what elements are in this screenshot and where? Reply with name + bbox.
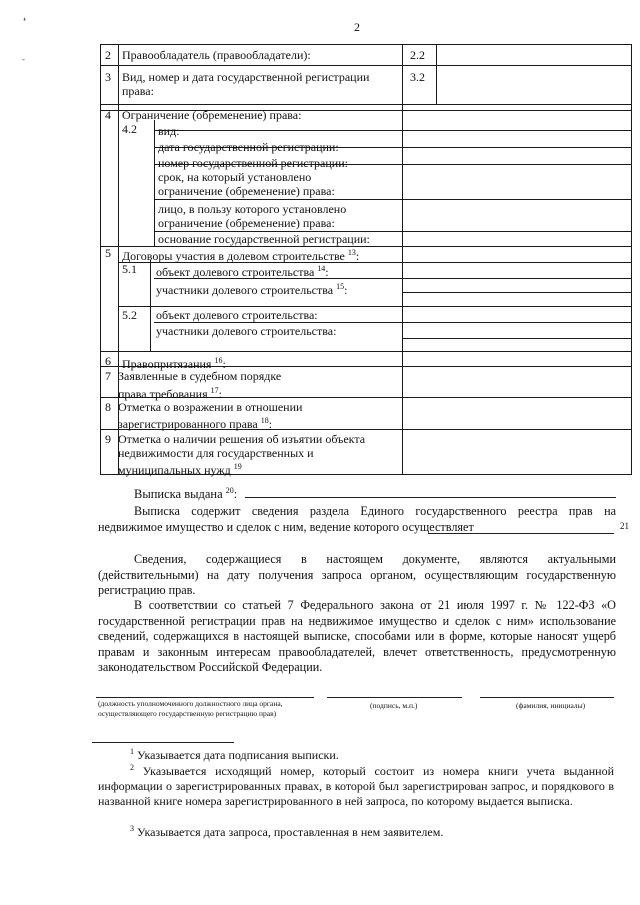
row-code: 2.2 bbox=[410, 48, 425, 62]
footnote-separator bbox=[92, 742, 234, 743]
sub-item: объект долевого строительства $^{14}$: bbox=[156, 264, 329, 279]
row-label: Договоры участия в долевом строительстве $^{13}$: bbox=[122, 248, 360, 263]
issued-blank bbox=[245, 497, 616, 498]
issued-label: Выписка выдана $^{20}$: bbox=[134, 486, 238, 502]
row-label: Заявленные в судебном порядке bbox=[118, 369, 282, 383]
paragraph-actual: Сведения, содержащиеся в настоящем документе, являются актуальными (действительными) на дату получения запроса органом, осуществляющим государственную регистрацию прав. bbox=[98, 552, 616, 597]
row-label: Отметка о наличии решения об изъятии объекта bbox=[118, 432, 366, 446]
sub-item: лицо, в пользу которого установлено bbox=[158, 202, 347, 216]
footnote: $^2$ Указывается исходящий номер, который состоит из номера книги учета выданной информации о зарегистрированных правах, в которой был зарегистрирован запрос, и порядкового в названной книге номера зарегистрированного в ней запроса, по которому выдается выписка. bbox=[98, 763, 614, 808]
sub-item: основание государственной регистрации: bbox=[158, 232, 370, 246]
row-label: Правопритязания $^{16}$: bbox=[122, 356, 226, 371]
sub-item: участники долевого строительства: bbox=[156, 324, 337, 338]
footnote: $^3$ Указывается дата запроса, проставленная в нем заявителем. bbox=[130, 824, 444, 839]
row-label: Вид, номер и дата государственной регистрации bbox=[122, 70, 370, 84]
position-caption: осуществляющего государственную регистрацию прав) bbox=[98, 709, 277, 718]
sub-item: ограничение (обременение) права: bbox=[158, 184, 335, 198]
position-caption: (должность уполномоченного должностного лица органа, bbox=[98, 699, 283, 708]
row-label: права требования $^{17}$: bbox=[118, 386, 222, 401]
row-label: недвижимости для государственных и bbox=[118, 446, 314, 460]
registrar-blank bbox=[428, 533, 614, 534]
signature-line bbox=[327, 697, 462, 698]
row-label: муниципальных нужд $^{19}$ bbox=[118, 462, 242, 477]
sub-number: 5.2 bbox=[122, 308, 137, 322]
row-number: 9 bbox=[105, 432, 111, 446]
name-line bbox=[480, 697, 614, 698]
row-label: зарегистрированного права $^{18}$: bbox=[118, 416, 273, 431]
row-number: 4 bbox=[105, 108, 111, 122]
intro-text: Выписка содержит сведения раздела Единого государственного реестра прав на недвижимое имущество и сделок с ним, ведение которого осуществляет bbox=[98, 504, 616, 534]
row-number: 7 bbox=[105, 369, 111, 383]
row-code: 3.2 bbox=[410, 70, 425, 84]
row-number: 3 bbox=[105, 70, 111, 84]
signature-caption: (подпись, м.п.) bbox=[370, 701, 418, 710]
sub-item: вид: bbox=[158, 124, 180, 138]
row-number: 8 bbox=[105, 400, 111, 414]
scan-artifact: ❛ bbox=[23, 16, 26, 26]
footnote: $^1$ Указывается дата подписания выписки. bbox=[130, 747, 339, 762]
position-line bbox=[96, 697, 314, 698]
row-label: Ограничение (обременение) права: bbox=[122, 108, 302, 122]
page-number: 2 bbox=[354, 20, 360, 34]
sub-item: участники долевого строительства $^{15}$: bbox=[156, 282, 348, 297]
paragraph-law: В соответствии со статьей 7 Федерального закона от 21 июля 1997 г. № 122-ФЗ «О государственной регистрации прав на недвижимое имущество и сделок с ним» использование сведений, содержащихся в настоящей выписке, способами или в форме, которые наносят ущерб правам и законным интересам правообладателей, влечет ответственность, предусмотренную законодательством Российской Федерации. bbox=[98, 598, 616, 674]
scan-artifact: - bbox=[22, 54, 25, 64]
sub-item: объект долевого строительства: bbox=[156, 308, 318, 322]
sub-item: дата государственной регистрации: bbox=[158, 140, 339, 154]
row-label: Правообладатель (правообладатели): bbox=[122, 48, 311, 62]
row-label: права: bbox=[122, 84, 154, 98]
sub-item: номер государственной регистрации: bbox=[158, 156, 348, 170]
sub-number: 4.2 bbox=[122, 122, 137, 136]
sub-item: срок, на который установлено bbox=[158, 170, 312, 184]
row-label: Отметка о возражении в отношении bbox=[118, 400, 303, 414]
sub-item: ограничение (обременение) права: bbox=[158, 216, 335, 230]
row-number: 2 bbox=[105, 48, 111, 62]
row-number: 5 bbox=[105, 246, 111, 260]
row-number: 6 bbox=[105, 354, 111, 368]
name-caption: (фамилия, инициалы) bbox=[516, 701, 586, 710]
side-mark: 21 bbox=[620, 521, 629, 531]
sub-number: 5.1 bbox=[122, 262, 137, 276]
